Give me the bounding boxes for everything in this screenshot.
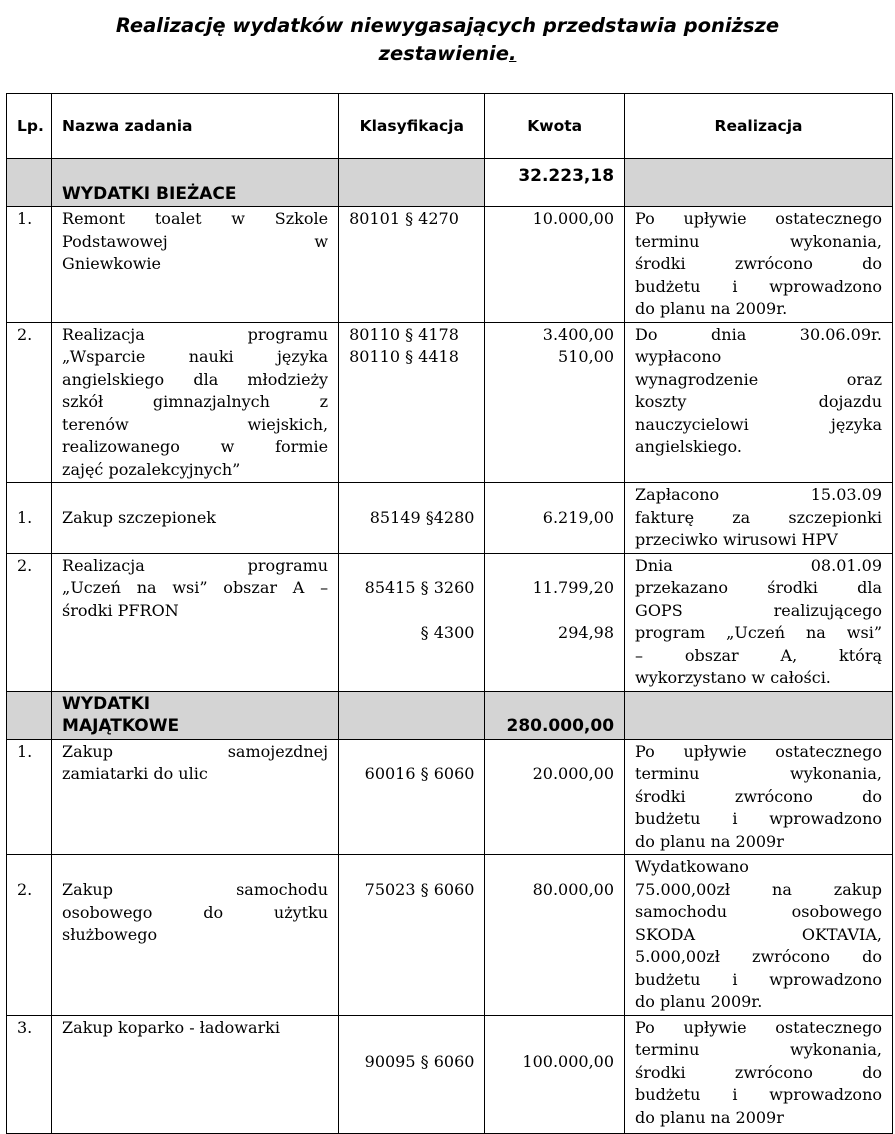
real-line: przekazano środki dla [635,578,882,597]
row-classification [339,1015,485,1133]
name-line: „Wsparcie nauki języka [62,347,329,366]
header-amount: Kwota [485,94,625,159]
row-lp: 2. [7,855,52,1016]
section-label [52,691,339,739]
section-amount-text: 32.223,18 [518,166,615,186]
section-label [52,159,339,207]
section-amount [485,159,625,207]
real-line: Zapłacono 15.03.09 [635,485,882,504]
name-line: zajęć pozalekcyjnych” [62,459,241,479]
spacer [495,741,614,764]
section-label-text: WYDATKI BIEŻACE [62,183,237,204]
header-name: Nazwa zadania [52,94,339,159]
name-line: Zakup szczepionek [62,507,216,527]
name-line: angielskiego dla młodzieży [62,369,329,389]
section-real-cell [625,691,893,739]
spacer [495,555,614,578]
real-line: do planu na 2009r [635,831,784,851]
real-line: środki zwrócono do [635,1062,882,1082]
name-line: „Uczeń na wsi” obszar A – [62,578,329,597]
spacer [349,600,474,623]
class-line: § 4300 [420,623,475,642]
amount-line: 3.400,00 [542,324,615,344]
document-title [20,12,875,68]
real-line: GOPS realizującego [635,600,882,620]
real-line: terminu wykonania, [635,231,882,251]
name-line: szkół gimnazjalnych z [62,392,329,411]
header-realization: Realizacja [625,94,893,159]
title-line-2-text: zestawienie [378,42,509,65]
amount-line: 10.000,00 [532,209,615,228]
table-row [7,739,893,855]
class-line: 75023 § 6060 [364,880,475,899]
spacer [495,1017,614,1040]
real-line: – obszar A, którą [635,645,882,665]
table-row [7,322,893,483]
real-line: środki zwrócono do [635,786,882,806]
amount-line: 11.799,20 [532,578,615,597]
name-line: terenów wiejskich, [62,414,329,434]
name-line: Zakup samojezdnej [62,741,329,761]
section-class-cell [339,159,485,207]
spacer [349,741,474,764]
amount-line: 100.000,00 [522,1052,615,1071]
row-realization [625,553,893,691]
spacer [495,600,614,623]
table-row [7,1015,893,1133]
row-lp: 3. [7,1015,52,1133]
title-line-2 [20,40,875,68]
class-line: 85415 § 3260 [364,578,475,597]
title-line-1: Realizację wydatków niewygasających przedstawia poniższe [115,14,780,37]
section-label-line: WYDATKI [62,693,151,714]
amount-line: 20.000,00 [532,764,615,783]
row-name [52,1015,339,1133]
row-realization [625,207,893,323]
real-line: Po upływie ostatecznego [635,741,882,761]
real-line: budżetu i wprowadzono [635,276,882,296]
row-amount [485,739,625,855]
section-row-capital [7,691,893,739]
real-line: program „Uczeń na wsi” [635,623,882,642]
header-lp: Lp. [7,94,52,159]
real-line: środki zwrócono do [635,254,882,273]
row-lp: 1. [7,739,52,855]
real-line: wykorzystano w całości. [635,668,831,687]
name-line: Remont toalet w Szkole [62,209,329,228]
row-name [52,207,339,323]
real-line: Wydatkowano [635,857,749,876]
name-line: zamiatarki do ulic [62,764,208,783]
row-amount [485,483,625,554]
section-class-cell [339,691,485,739]
header-classification: Klasyfikacja [339,94,485,159]
row-lp: 1. [7,483,52,554]
row-amount [485,553,625,691]
real-line: angielskiego. [635,437,742,456]
row-classification [339,207,485,323]
real-line: budżetu i wprowadzono [635,809,882,828]
row-lp: 2. [7,553,52,691]
amount-line: 80.000,00 [532,880,615,899]
class-line: 60016 § 6060 [364,764,475,783]
real-line: do planu 2009r. [635,992,763,1011]
real-line: budżetu i wprowadzono [635,969,882,989]
row-realization [625,739,893,855]
row-classification [339,739,485,855]
real-line: Dnia 08.01.09 [635,555,882,575]
row-amount [485,1015,625,1133]
row-realization [625,1015,893,1133]
section-lp-cell [7,691,52,739]
real-line: Po upływie ostatecznego [635,1017,882,1037]
spacer [349,1017,474,1040]
row-realization [625,855,893,1016]
name-line: realizowanego w formie [62,437,329,456]
real-line: wynagrodzenie oraz [635,369,882,389]
row-name [52,322,339,483]
real-line: SKODA OKTAVIA, [635,924,882,944]
real-line: terminu wykonania, [635,1040,882,1059]
real-line: fakturę za szczepionki [635,507,882,527]
real-line: do planu na 2009r. [635,299,788,318]
amount-line: 510,00 [558,347,615,366]
row-amount [485,855,625,1016]
table-header-row [7,94,893,159]
section-lp-cell [7,159,52,207]
real-line: Do dnia 30.06.09r. [635,324,882,344]
row-classification [339,322,485,483]
real-line: 5.000,00zł zwrócono do [635,947,882,966]
row-classification [339,483,485,554]
name-line: Zakup samochodu [62,880,329,899]
spacer [349,555,474,578]
real-line: przeciwko wirusowi HPV [635,530,838,549]
table-row [7,855,893,1016]
real-line: samochodu osobowego [635,902,882,921]
real-line: wypłacono [635,347,722,366]
name-line: Zakup koparko - ładowarki [62,1017,280,1037]
row-name [52,553,339,691]
amount-line: 294,98 [558,623,615,642]
real-line: 75.000,00zł na zakup [635,879,882,899]
row-amount [485,207,625,323]
name-line: Realizacja programu [62,324,329,344]
amount-line: 6.219,00 [542,507,615,527]
expenses-table [6,93,893,1134]
class-line: 80110 § 4178 [349,324,459,344]
table-row [7,553,893,691]
real-line: Po upływie ostatecznego [635,209,882,228]
row-amount [485,322,625,483]
row-lp: 1. [7,207,52,323]
real-line: nauczycielowi języka [635,414,882,434]
class-line: 80110 § 4418 [349,347,459,366]
name-line: osobowego do użytku [62,902,329,922]
real-line: koszty dojazdu [635,392,882,411]
row-classification [339,553,485,691]
name-line: Realizacja programu [62,555,329,575]
section-amount-text: 280.000,00 [506,716,615,736]
row-classification [339,855,485,1016]
row-name [52,739,339,855]
title-line-2-end: . [508,42,517,65]
row-lp: 2. [7,322,52,483]
real-line: budżetu i wprowadzono [635,1085,882,1104]
row-name [52,483,339,554]
name-line: Gniewkowie [62,254,162,273]
class-line: 85149 §4280 [369,507,475,527]
section-label-line: MAJĄTKOWE [62,715,180,736]
real-line: terminu wykonania, [635,764,882,783]
name-line: środki PFRON [62,600,179,620]
section-amount [485,691,625,739]
row-realization [625,483,893,554]
row-name [52,855,339,1016]
section-real-cell [625,159,893,207]
name-line: służbowego [62,925,158,944]
class-line: 90095 § 6060 [364,1052,475,1071]
row-realization [625,322,893,483]
section-row-current [7,159,893,207]
name-line: Podstawowej w [62,231,329,251]
table-row [7,207,893,323]
real-line: do planu na 2009r [635,1107,784,1127]
class-line: 80101 § 4270 [349,209,459,228]
table-row [7,483,893,554]
